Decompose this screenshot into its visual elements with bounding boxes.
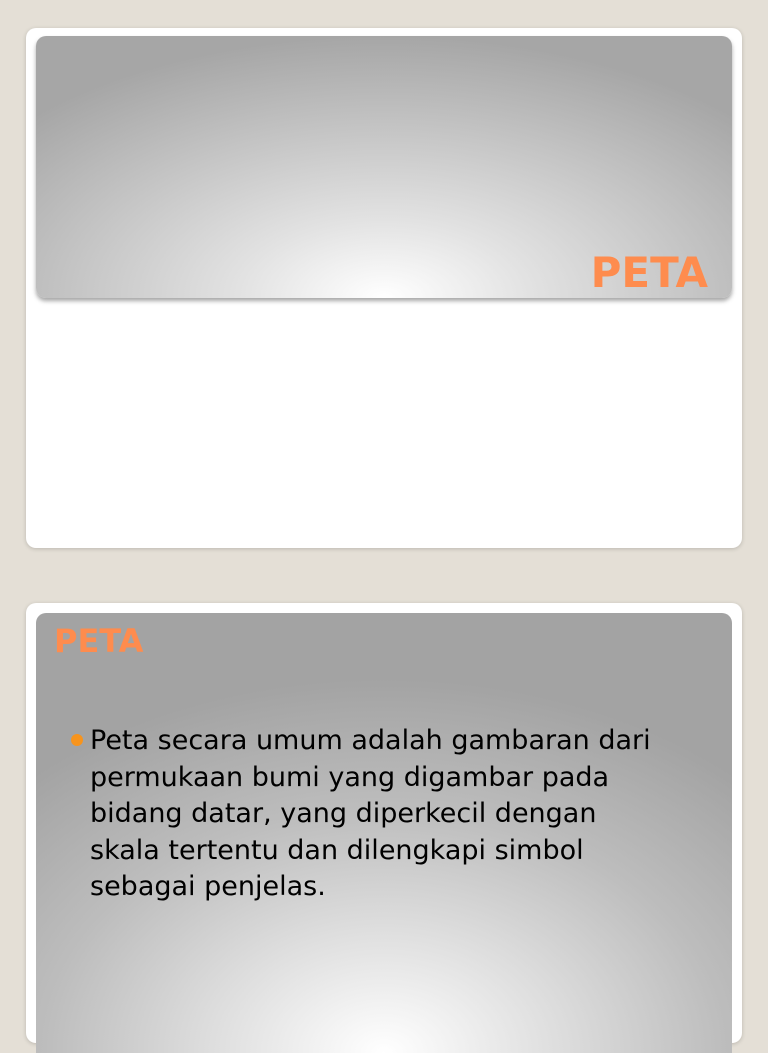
slide-title: PETA (590, 248, 708, 297)
slide-2 (26, 603, 742, 1043)
bullet-text: Peta secara umum adalah gambaran dari permukaan bumi yang digambar pada bidang datar, yang diperkecil dengan skala tertentu dan dilengkapi simbol sebagai penjelas. (90, 725, 651, 902)
title-panel (36, 36, 732, 298)
slide-1 (26, 28, 742, 548)
bullet-dot-icon (71, 734, 83, 746)
slide-heading: PETA (54, 622, 144, 660)
content-panel (36, 613, 732, 1053)
